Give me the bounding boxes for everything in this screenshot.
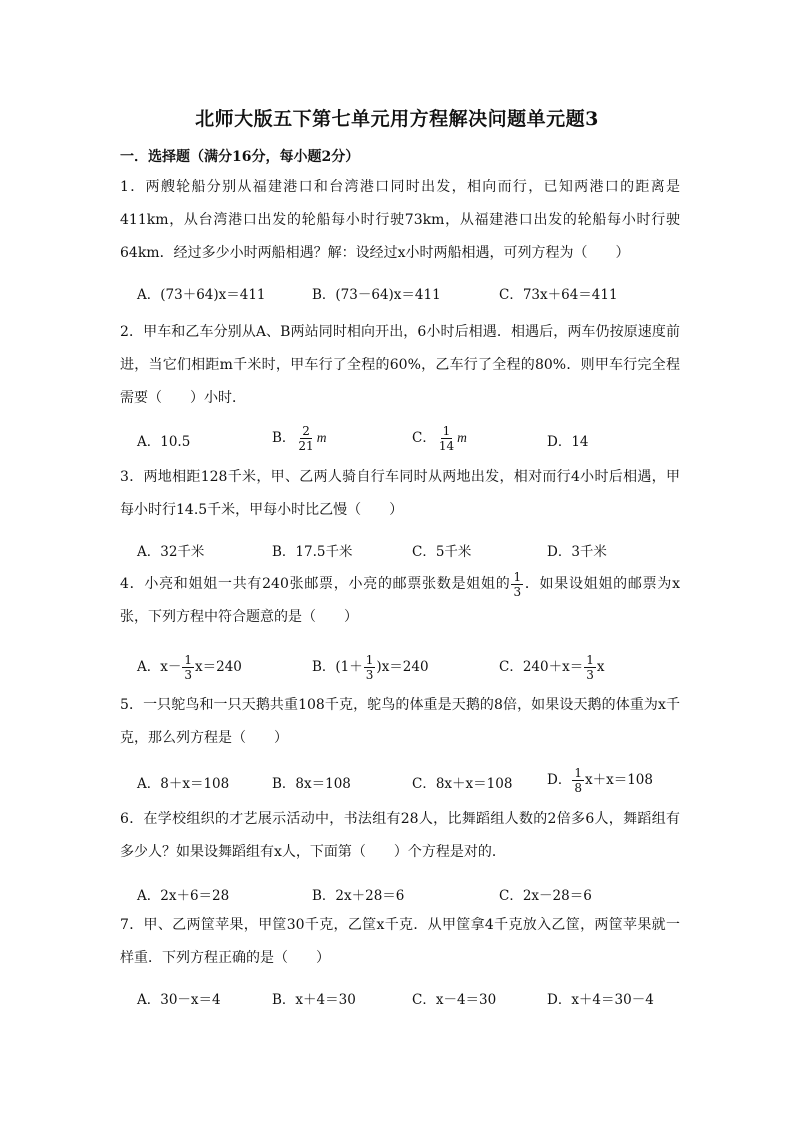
q5-option-d bbox=[547, 766, 653, 795]
question-7-options bbox=[137, 988, 677, 1018]
q2-option-c-label: C． bbox=[412, 430, 436, 446]
fraction-denominator: 14 bbox=[438, 439, 455, 453]
fraction-denominator: 3 bbox=[184, 668, 193, 682]
q4-fraction bbox=[511, 570, 523, 599]
q2-option-b-var: m bbox=[316, 430, 327, 445]
question-1: 1．两艘轮船分别从福建港口和台湾港口同时出发，相向而行，已知两港口的距离是411km，从台湾港口出发的轮船每小时行驶73km，从福建港口出发的轮船每小时行驶64km．经过多少小时两船相遇？解：设经过x小时两船相遇，可列方程为（ ） bbox=[120, 179, 680, 261]
fraction-denominator: 3 bbox=[365, 668, 374, 682]
q5-option-d-fraction bbox=[572, 766, 584, 795]
question-3: 3．两地相距128千米，甲、乙两人骑自行车同时从两地出发，相对而行4小时后相遇，甲每小时行14.5千米，甲每小时比乙慢（ ） bbox=[120, 469, 680, 518]
q4-option-a-text: A．x－ bbox=[137, 659, 182, 675]
q4-option-b-fraction bbox=[364, 653, 376, 682]
q5-option-d-label: D． bbox=[547, 772, 572, 788]
question-4-options bbox=[137, 653, 677, 683]
q7-option-d: D．x＋4＝30－4 bbox=[547, 992, 654, 1008]
q2-option-a: A．10.5 bbox=[137, 434, 191, 450]
fraction-numerator: 1 bbox=[184, 653, 193, 667]
fraction-numerator: 1 bbox=[442, 424, 451, 438]
q2-option-b bbox=[272, 424, 326, 453]
q2-option-b-label: B． bbox=[272, 430, 296, 446]
q1-option-a: A．(73＋64)x＝411 bbox=[137, 287, 266, 303]
q4-option-b-text: B．(1＋ bbox=[312, 659, 363, 675]
q5-option-c: C．8x＋x＝108 bbox=[412, 776, 513, 792]
q1-option-b: B．(73－64)x＝411 bbox=[312, 287, 441, 303]
fraction-numerator: 1 bbox=[574, 766, 582, 780]
q7-option-c: C．x－4＝30 bbox=[412, 992, 497, 1008]
section-heading: 一．选择题（满分16分，每小题2分） bbox=[120, 149, 360, 165]
q4-option-b bbox=[312, 653, 429, 682]
question-2: 2．甲车和乙车分别从A、B两站同时相向开出，6小时后相遇．相遇后，两车仍按原速度前进，当它们相距m千米时，甲车行了全程的60%，乙车行了全程的80%．则甲车行完全程需要（ ）小时． bbox=[120, 324, 680, 406]
q5-option-b: B．8x＝108 bbox=[272, 776, 351, 792]
q3-option-d: D．3千米 bbox=[547, 544, 607, 560]
q6-option-c: C．2x－28＝6 bbox=[499, 888, 592, 904]
question-3-options bbox=[137, 540, 677, 570]
q4-text-a: 4．小亮和姐姐一共有240张邮票，小亮的邮票张数是姐姐的 bbox=[120, 576, 511, 592]
fraction-numerator: 2 bbox=[302, 424, 310, 438]
q5-option-a: A．8＋x＝108 bbox=[137, 776, 230, 792]
question-7: 7．甲、乙两筐苹果，甲筐30千克，乙筐x千克．从甲筐拿4千克放入乙筐，两筐苹果就一样重．下列方程正确的是（ ） bbox=[120, 917, 680, 966]
fraction-denominator: 21 bbox=[298, 439, 314, 453]
question-5: 5．一只鸵鸟和一只天鹅共重108千克，鸵鸟的体重是天鹅的8倍，如果设天鹅的体重为x千克，那么列方程是（ ） bbox=[120, 697, 680, 746]
q4-option-c bbox=[499, 653, 604, 682]
fraction-numerator: 1 bbox=[365, 653, 374, 667]
fraction-denominator: 8 bbox=[574, 781, 582, 795]
q2-option-c bbox=[412, 424, 467, 453]
question-4 bbox=[120, 568, 680, 634]
q4-option-a-fraction bbox=[182, 653, 194, 682]
q7-option-a: A．30－x＝4 bbox=[137, 992, 221, 1008]
question-1-options bbox=[137, 283, 677, 313]
q4-option-a-rest: x＝240 bbox=[195, 659, 242, 675]
q4-text-b: ．如果设姐姐的邮票为x张，下列方程中符合题意的是（ ） bbox=[120, 576, 680, 625]
q2-option-c-fraction bbox=[437, 424, 456, 453]
q7-option-b: B．x＋4＝30 bbox=[272, 992, 356, 1008]
q1-option-c: C．73x＋64＝411 bbox=[499, 287, 618, 303]
q4-option-c-rest: x bbox=[596, 659, 605, 675]
fraction-numerator: 1 bbox=[586, 653, 594, 667]
page-title: 北师大版五下第七单元用方程解决问题单元题3 bbox=[195, 108, 599, 130]
question-6: 6．在学校组织的才艺展示活动中，书法组有28人，比舞蹈组人数的2倍多6人，舞蹈组有多少人？如果设舞蹈组有x人，下面第（ ）个方程是对的． bbox=[120, 811, 680, 860]
q4-option-c-text: C．240＋x＝ bbox=[499, 659, 584, 675]
fraction-numerator: 1 bbox=[513, 569, 522, 584]
q4-option-a bbox=[137, 653, 242, 682]
question-5-options bbox=[137, 766, 677, 796]
fraction-denominator: 3 bbox=[586, 668, 594, 682]
q4-option-b-rest: )x＝240 bbox=[376, 659, 429, 675]
fraction-denominator: 3 bbox=[513, 584, 522, 599]
q4-option-c-fraction bbox=[584, 653, 596, 682]
q3-option-b: B．17.5千米 bbox=[272, 544, 353, 560]
q3-option-a: A．32千米 bbox=[137, 544, 205, 560]
q2-option-d: D．14 bbox=[547, 434, 589, 450]
q5-option-d-rest: x＋x＝108 bbox=[584, 772, 653, 788]
q2-option-b-fraction bbox=[296, 424, 315, 453]
q3-option-c: C．5千米 bbox=[412, 544, 472, 560]
question-2-options bbox=[137, 424, 677, 454]
q6-option-a: A．2x＋6＝28 bbox=[137, 888, 230, 904]
q6-option-b: B．2x＋28＝6 bbox=[312, 888, 405, 904]
q2-option-c-var: m bbox=[457, 430, 467, 445]
